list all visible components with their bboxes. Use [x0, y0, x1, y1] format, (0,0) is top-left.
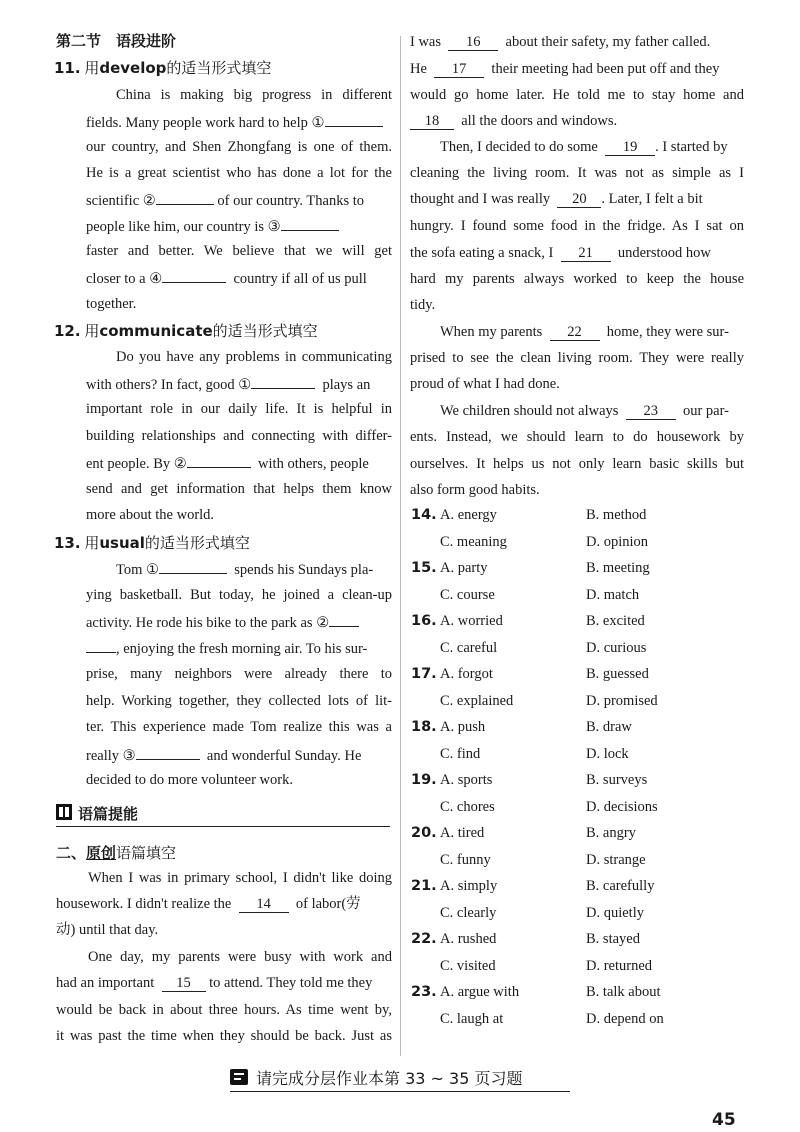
numbered-blank[interactable]: 16 — [448, 34, 498, 51]
option-b[interactable]: B. stayed — [586, 931, 640, 947]
text-line: activity. He rode his bike to the park as ② — [86, 612, 359, 632]
text-line: Do you have any problems in communicating — [116, 349, 392, 365]
option-c[interactable]: C. careful — [440, 639, 498, 656]
answer-blank-continued[interactable] — [86, 638, 116, 653]
option-b[interactable]: B. talk about — [586, 984, 661, 1000]
text-line: , enjoying the fresh morning air. To his sur- — [86, 638, 367, 658]
page-number: 45 — [712, 1110, 736, 1130]
answer-blank[interactable] — [187, 453, 251, 468]
option-b[interactable]: B. surveys — [586, 772, 648, 788]
passage-line: the sofa eating a snack, I 21 understood how — [410, 245, 711, 261]
answer-blank[interactable] — [251, 374, 315, 389]
option-number: 16. — [411, 613, 437, 629]
text-line: scientific ② of our country. Thanks to — [86, 190, 364, 210]
passage-line: tidy. — [410, 297, 436, 313]
passage-line: Then, I decided to do some 19 . I started by — [440, 139, 728, 155]
option-c[interactable]: C. chores — [440, 798, 495, 815]
text-line: faster and better. We believe that we will get — [86, 243, 392, 259]
option-number: 15. — [411, 560, 437, 576]
passage-line: ourselves. It helps us not only learn basic skills but — [410, 456, 744, 472]
answer-blank[interactable] — [159, 559, 227, 574]
option-a[interactable]: A. party — [440, 560, 488, 576]
footer-underline — [230, 1091, 570, 1092]
text-line: ent people. By ② with others, people — [86, 453, 369, 473]
answer-blank[interactable] — [281, 216, 339, 231]
passage-line: prised to see the clean living room. They were really — [410, 350, 744, 366]
option-c[interactable]: C. meaning — [440, 533, 507, 550]
text-line: prise, many neighbors were already there to — [86, 666, 392, 682]
passage-line: 18 all the doors and windows. — [410, 112, 617, 130]
numbered-blank[interactable]: 17 — [434, 61, 484, 78]
passage-line: would go home later. He told me to stay home and — [410, 87, 744, 103]
passage-line: 动) until that day. — [56, 922, 159, 938]
passage-line: cleaning the living room. It was not as simple as I — [410, 165, 744, 181]
original-tag: 原创 — [86, 844, 117, 862]
numbered-blank[interactable]: 18 — [410, 113, 454, 130]
passage-line: also form good habits. — [410, 482, 540, 498]
homework-icon — [230, 1069, 248, 1085]
option-d[interactable]: D. strange — [586, 851, 646, 868]
passage-line: hard my parents always worked to keep the house — [410, 271, 744, 287]
numbered-blank[interactable]: 23 — [626, 403, 676, 420]
text-line: help. Working together, they collected lots of lit- — [86, 693, 392, 709]
numbered-blank[interactable]: 19 — [605, 139, 655, 156]
section-header: 第二节 语段进阶 — [56, 32, 177, 50]
passage-line: One day, my parents were busy with work and — [88, 949, 392, 965]
passage-line: When I was in primary school, I didn't like doing — [88, 870, 392, 886]
text-line: building relationships and connecting with differ- — [86, 428, 392, 444]
section-badge-icon — [56, 804, 72, 820]
question-12-prompt: 12. 用communicate的适当形式填空 — [54, 322, 318, 340]
option-d[interactable]: D. promised — [586, 692, 658, 709]
option-a[interactable]: A. tired — [440, 825, 485, 841]
option-a[interactable]: A. worried — [440, 613, 503, 629]
passage-line: would be back in about three hours. As time went by, — [56, 1002, 392, 1018]
target-word: develop — [99, 59, 167, 77]
option-number: 23. — [411, 984, 437, 1000]
option-d[interactable]: D. decisions — [586, 798, 658, 815]
option-number: 18. — [411, 719, 437, 735]
numbered-blank[interactable]: 20 — [557, 191, 601, 208]
footer-note: 请完成分层作业本第 33 ~ 35 页习题 — [256, 1069, 523, 1088]
part-title: 语篇提能 — [78, 805, 139, 823]
text-line: decided to do more volunteer work. — [86, 772, 293, 788]
option-number: 21. — [411, 878, 437, 894]
option-c[interactable]: C. visited — [440, 957, 496, 974]
question-number: 12. — [54, 322, 81, 340]
option-a[interactable]: A. forgot — [440, 666, 493, 682]
text-line: really ③ and wonderful Sunday. He — [86, 745, 361, 765]
text-line: people like him, our country is ③ — [86, 216, 339, 236]
part-subtitle: 二、原创语篇填空 — [56, 844, 177, 862]
option-d[interactable]: D. curious — [586, 639, 647, 656]
option-number: 20. — [411, 825, 437, 841]
option-d[interactable]: D. opinion — [586, 533, 649, 550]
text-line: Tom ① spends his Sundays pla- — [116, 559, 373, 579]
target-word: communicate — [99, 322, 213, 340]
option-b[interactable]: B. angry — [586, 825, 636, 841]
text-line: China is making big progress in different — [116, 87, 392, 103]
passage-line: ents. Instead, we should learn to do housework by — [410, 429, 744, 445]
passage-line: hungry. I found some food in the fridge. As I sat on — [410, 218, 744, 234]
option-a[interactable]: A. rushed — [440, 931, 497, 947]
passage-line: He 17 their meeting had been put off and they — [410, 61, 720, 77]
text-line: more about the world. — [86, 507, 215, 523]
passage-line: I was 16 about their safety, my father called. — [410, 34, 711, 50]
passage-line: When my parents 22 home, they were sur- — [440, 324, 729, 340]
option-c[interactable]: C. explained — [440, 692, 514, 709]
text-line: with others? In fact, good ① plays an — [86, 374, 370, 394]
option-d[interactable]: D. quietly — [586, 904, 644, 921]
numbered-blank[interactable]: 22 — [550, 324, 600, 341]
option-c[interactable]: C. laugh at — [440, 1010, 504, 1027]
text-line: closer to a ④ country if all of us pull — [86, 268, 367, 288]
option-b[interactable]: B. draw — [586, 719, 632, 735]
passage-line: We children should not always 23 our par- — [440, 403, 729, 419]
option-a[interactable]: A. simply — [440, 878, 498, 894]
option-b[interactable]: B. excited — [586, 613, 645, 629]
text-line: He is a great scientist who has done a lot for the — [86, 165, 392, 181]
text-line: ter. This experience made Tom realize this was a — [86, 719, 392, 735]
question-13-prompt: 13. 用usual的适当形式填空 — [54, 534, 250, 552]
option-a[interactable]: A. energy — [440, 507, 497, 523]
option-c[interactable]: C. clearly — [440, 904, 497, 921]
option-a[interactable]: A. sports — [440, 772, 493, 788]
text-line: our country, and Shen Zhongfang is one of them. — [86, 139, 392, 155]
option-c[interactable]: C. funny — [440, 851, 491, 868]
numbered-blank[interactable]: 14 — [239, 896, 289, 913]
option-b[interactable]: B. meeting — [586, 560, 650, 576]
question-number: 11. — [54, 59, 81, 77]
text-line: ying basketball. But today, he joined a clean-up — [86, 587, 392, 603]
answer-blank[interactable] — [325, 112, 383, 127]
option-b[interactable]: B. method — [586, 507, 647, 523]
option-number: 19. — [411, 772, 437, 788]
option-b[interactable]: B. guessed — [586, 666, 649, 682]
numbered-blank[interactable]: 21 — [561, 245, 611, 262]
divider — [56, 826, 390, 827]
answer-blank[interactable] — [162, 268, 226, 283]
passage-line: thought and I was really 20 . Later, I felt a bit — [410, 191, 703, 207]
passage-line: it was past the time when they should be back. Just as — [56, 1028, 392, 1044]
option-number: 14. — [411, 507, 437, 523]
passage-line: housework. I didn't realize the 14 of labor(劳 — [56, 896, 361, 912]
question-11-prompt: 11. 用develop的适当形式填空 — [54, 59, 272, 77]
option-c[interactable]: C. course — [440, 586, 495, 603]
option-d[interactable]: D. match — [586, 586, 640, 603]
option-b[interactable]: B. carefully — [586, 878, 655, 894]
text-line: together. — [86, 296, 137, 312]
target-word: usual — [99, 534, 145, 552]
passage-line: proud of what I had done. — [410, 376, 560, 392]
option-number: 22. — [411, 931, 437, 947]
option-d[interactable]: D. lock — [586, 745, 629, 762]
answer-blank[interactable] — [136, 745, 200, 760]
option-a[interactable]: A. argue with — [440, 984, 520, 1000]
answer-blank[interactable] — [156, 190, 214, 205]
option-a[interactable]: A. push — [440, 719, 486, 735]
numbered-blank[interactable]: 15 — [162, 975, 206, 992]
answer-blank[interactable] — [329, 612, 359, 627]
text-line: important role in our daily life. It is helpful in — [86, 401, 392, 417]
column-divider — [400, 36, 401, 1056]
option-number: 17. — [411, 666, 437, 682]
option-d[interactable]: D. returned — [586, 957, 653, 974]
option-d[interactable]: D. depend on — [586, 1010, 664, 1027]
passage-line: had an important 15 to attend. They told me they — [56, 975, 373, 991]
text-line: send and get information that helps them know — [86, 481, 392, 497]
question-number: 13. — [54, 534, 81, 552]
text-line: fields. Many people work hard to help ① — [86, 112, 383, 132]
option-c[interactable]: C. find — [440, 745, 481, 762]
